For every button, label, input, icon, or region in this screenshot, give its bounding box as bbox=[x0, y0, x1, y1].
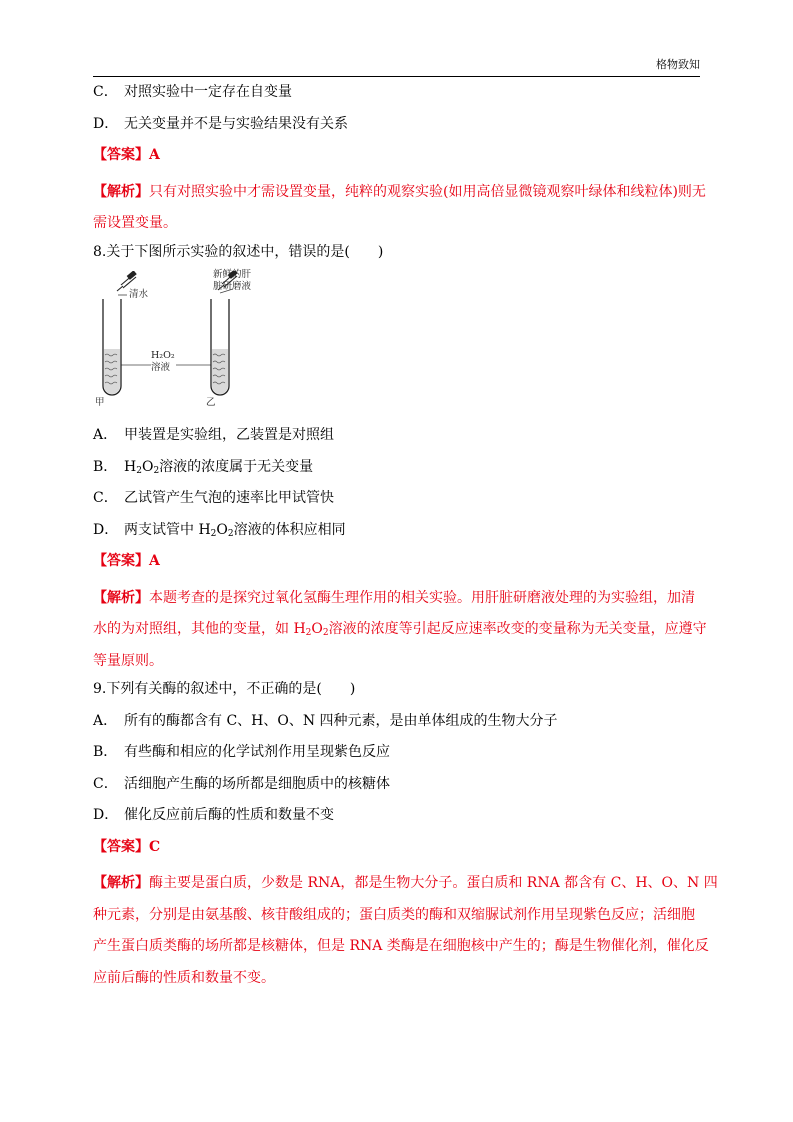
analysis-line bbox=[93, 177, 706, 209]
option-letter: B． bbox=[93, 458, 118, 475]
q9-option-c bbox=[93, 774, 703, 794]
option-text-post: 溶液的体积应相同 bbox=[233, 521, 346, 538]
q9-analysis bbox=[93, 868, 718, 994]
q7-analysis bbox=[93, 177, 706, 240]
answer-value: A bbox=[149, 553, 160, 569]
answer-label: 【答案】 bbox=[93, 147, 149, 163]
option-letter: B． bbox=[93, 744, 118, 760]
q9-option-a bbox=[93, 711, 703, 731]
option-text-mid: O bbox=[216, 521, 228, 538]
analysis-label: 【解析】 bbox=[93, 875, 149, 891]
analysis-text-pre: 水的为对照组，其他的变量，如 H bbox=[93, 621, 306, 637]
subscript: 2 bbox=[322, 628, 329, 638]
q8-analysis bbox=[93, 583, 707, 678]
q9-stem: 9.下列有关酶的叙述中，不正确的是( ) bbox=[93, 681, 356, 697]
option-letter: C． bbox=[93, 84, 118, 100]
option-letter: D． bbox=[93, 521, 119, 538]
option-text: 甲装置是实验组，乙装置是对照组 bbox=[124, 427, 334, 443]
q7-answer bbox=[93, 145, 703, 165]
answer-value: C bbox=[149, 838, 161, 855]
analysis-text: 只有对照实验中才需设置变量，纯粹的观察实验(如用高倍显微镜观察叶绿体和线粒体)则无 bbox=[149, 183, 706, 200]
option-text: 对照实验中一定存在自变量 bbox=[124, 84, 292, 100]
q7-option-c bbox=[93, 82, 703, 102]
option-text: 乙试管产生气泡的速率比甲试管快 bbox=[124, 490, 334, 506]
analysis-line: 需设置变量。 bbox=[93, 215, 177, 231]
page-content bbox=[93, 82, 718, 994]
subscript: 2 bbox=[305, 628, 312, 638]
q8-figure bbox=[93, 271, 293, 409]
analysis-line: 等量原则。 bbox=[93, 652, 163, 669]
option-text-pre: H bbox=[124, 458, 137, 475]
q8-stem: 8.关于下图所示实验的叙述中，错误的是( ) bbox=[93, 243, 384, 260]
option-text-mid: O bbox=[141, 458, 154, 475]
label-h2o2: H₂O₂ bbox=[151, 350, 175, 361]
q8-answer bbox=[93, 551, 703, 571]
option-text: 所有的酶都含有 C、H、O、N 四种元素，是由单体组成的生物大分子 bbox=[124, 712, 558, 729]
label-liver-1: 新鲜的肝 bbox=[213, 269, 252, 280]
option-letter: A． bbox=[93, 427, 118, 443]
q8-option-d bbox=[93, 520, 703, 540]
label-jia: 甲 bbox=[95, 397, 105, 408]
subscript: 2 bbox=[136, 465, 142, 476]
label-solution: 溶液 bbox=[151, 362, 171, 373]
option-text: 有些酶和相应的化学试剂作用呈现紫色反应 bbox=[124, 744, 390, 760]
q8-option-b bbox=[93, 457, 703, 477]
option-letter: D． bbox=[93, 115, 119, 132]
q8-option-c bbox=[93, 488, 703, 508]
subscript: 2 bbox=[210, 528, 217, 539]
answer-label: 【答案】 bbox=[93, 553, 149, 569]
answer-value: A bbox=[149, 147, 160, 163]
option-text-post: 溶液的浓度属于无关变量 bbox=[159, 458, 314, 475]
analysis-line: 种元素，分别是由氨基酸、核苷酸组成的；蛋白质类的酶和双缩脲试剂作用呈现紫色反应；活细胞 bbox=[93, 906, 695, 923]
analysis-text-post: 溶液的浓度等引起反应速率改变的变量称为无关变量，应遵守 bbox=[328, 621, 707, 637]
option-letter: C． bbox=[93, 490, 118, 506]
option-text: 无关变量并不是与实验结果没有关系 bbox=[124, 115, 348, 132]
option-letter: C． bbox=[93, 775, 118, 792]
option-text: 活细胞产生酶的场所都是细胞质中的核糖体 bbox=[124, 775, 390, 792]
analysis-line: 应前后酶的性质和数量不变。 bbox=[93, 969, 275, 986]
test-tube-diagram bbox=[93, 271, 293, 409]
header-brand: 格物致知 bbox=[656, 58, 700, 71]
q7-option-d bbox=[93, 114, 703, 134]
answer-label: 【答案】 bbox=[93, 838, 149, 855]
subscript: 2 bbox=[153, 465, 160, 476]
page-header bbox=[93, 56, 700, 77]
analysis-line bbox=[93, 868, 718, 900]
analysis-line bbox=[93, 614, 707, 646]
analysis-text: 本题考查的是探究过氧化氢酶生理作用的相关实验。用肝脏研磨液处理的为实验组，加清 bbox=[149, 589, 695, 606]
option-letter: D． bbox=[93, 807, 119, 823]
q9-option-b bbox=[93, 742, 703, 762]
q9-option-d bbox=[93, 805, 703, 825]
label-water: 清水 bbox=[129, 289, 149, 300]
analysis-line bbox=[93, 583, 703, 615]
label-yi: 乙 bbox=[206, 397, 216, 408]
option-text: 催化反应前后酶的性质和数量不变 bbox=[124, 807, 334, 823]
q8-option-a bbox=[93, 425, 703, 445]
option-text-pre: 两支试管中 H bbox=[124, 521, 211, 538]
analysis-label: 【解析】 bbox=[93, 589, 149, 606]
label-liver-2: 脏研磨液 bbox=[213, 281, 252, 292]
analysis-label: 【解析】 bbox=[93, 183, 149, 200]
q9-answer bbox=[93, 837, 703, 857]
subscript: 2 bbox=[227, 528, 234, 539]
analysis-line: 产生蛋白质类酶的场所都是核糖体，但是 RNA 类酶是在细胞核中产生的；酶是生物催化剂，催化反 bbox=[93, 938, 709, 954]
analysis-text: 酶主要是蛋白质，少数是 RNA，都是生物大分子。蛋白质和 RNA 都含有 C、H、O、N 四 bbox=[149, 875, 718, 891]
analysis-text-mid: O bbox=[311, 621, 323, 637]
option-letter: A． bbox=[93, 712, 118, 729]
